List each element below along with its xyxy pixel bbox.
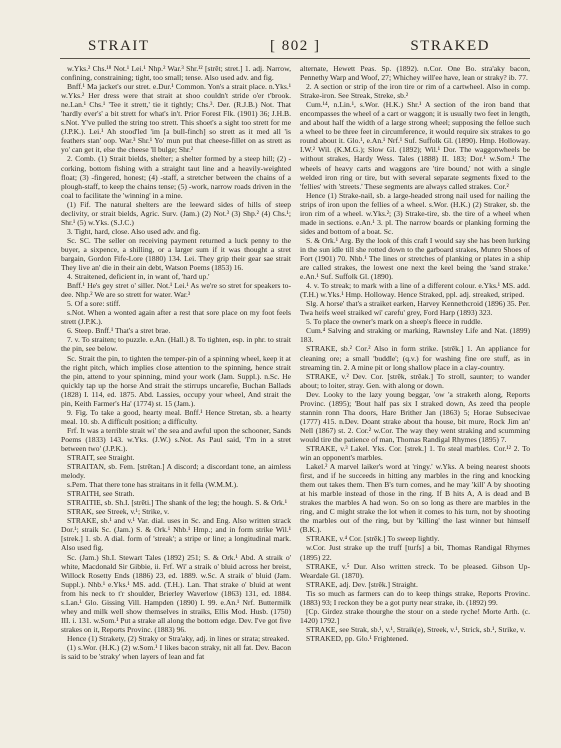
entry-paragraph: Hence (1) Strakety, (2) Straky or Stra'aky, adj. in lines or strata; streaked. — [67, 633, 290, 643]
entry-paragraph: (1) Fif. The natural shelters are the leeward sides of hills of steep declivity, or strait bields, Agric. Surv. (Jam.) (2) Not.³ (3) Shp.² (4) Chs.¹; Shr.¹ (5) w.Yks. (S.J.C.) — [61, 199, 291, 227]
entry-paragraph: Bnff.¹ Ma jacket's our stret. e.Dur.¹ Common. Yon's a strait place. n.Yks.¹ w.Yks.² Her dress were that strait at shoo couldn't stride o'er t'brook. ne.Lan.¹ Chs.¹ 'Tee it strett,' tie it tightly; Chs.³. Der. (R.J.B.) Not. That 'hardly ever's' a bit strett for what's in't. Prior Forest Flk. (1901) 36; J.H.B. s.Not. Y've pulled the string too strett. This shoet's a sight too strett for me (J.P.K.). Lei.¹ Ah stood'led 'im [a bull-finch] so strett as it med all 'is feathers stan' oop. War.³ Shr.¹ Yo' mun put that cheese-fillet on as strett as yo' can get it, else the cheese 'll bulge; Shr.² — [61, 82, 291, 155]
entry-paragraph: 4. Straitened, deficient in, in want of, 'hard up.' — [67, 272, 210, 282]
entry-paragraph: STRAKED, pp. Glo.¹ Frightened. — [306, 633, 409, 643]
entry-paragraph: 5. Of a sore: stiff. — [67, 299, 121, 309]
left-column — [61, 64, 291, 734]
entry-paragraph: STRAKE, sb.² Cor.² Also in form strike. [strēk.] 1. An appliance for cleaning ore; a small 'buddle'; (q.v.) for washing fine ore stuff, as in streaming tin. 2. A mine pit or long shallow place in a clay-country. — [300, 344, 530, 372]
running-header — [60, 38, 530, 59]
entry-paragraph: STRAITIE, sb. Sh.I. [strēti.] The shank of the leg; the hough. S. & Ork.¹ — [67, 498, 288, 508]
entry-paragraph: Frf. It was a terrible strait wi' the sea and awful upon the schooner, Sands Poems (1833) 143. w.Yks. (J.W.) s.Not. As Paul said, 'I'm in a stret between two' (J.P.K.). — [61, 425, 291, 453]
entry-paragraph: STRAITAN, sb. Fem. [strētən.] A discord; a discordant tone, an aimless melody. — [61, 462, 291, 481]
entry-paragraph: STRAKE, see Strak, sb.¹, v.¹, Straik(e), Streek, v.¹, Strick, sb.¹, Strike, v. — [306, 624, 526, 634]
entry-paragraph: 4. v. To streak; to mark with a line of a different colour. e.Yks.¹ MS. add. (T.H.) w.Yks.¹ Hmp. Holloway. Hence Straked, ppl. adj. streaked, striped. — [300, 281, 530, 300]
entry-paragraph: 7. v. To straiten; to puzzle. e.An. (Hall.) 8. To tighten, esp. in phr. to strait the pin, see below. — [61, 335, 291, 354]
entry-paragraph: STRAKE, sb.¹ and v.¹ Var. dial. uses in Sc. and Eng. Also written strack Dor.¹; straik Sc. (Jam.) S. & Ork.¹ Nhb.¹ Hmp.; and in form strike Wil.¹ [strek.] 1. sb. A dial. form of 'streak'; a stripe or line; a longitudinal mark. Also used fig. — [61, 516, 291, 553]
entry-paragraph: Slg. A horse' that's a straiket earken, Harvey Kennethcroid (1896) 35. Per. Twa heifs weel straiked wi' carefu' grey, Ford Harp (1893) 323. — [300, 299, 530, 318]
entry-paragraph: STRAKE, v.³ Lakel. Yks. Cor. [strek.] 1. To steal marbles. Cor.¹² 2. To win an opponent's marbles. — [300, 443, 530, 463]
entry-paragraph: alternate, Hewett Peas. Sp. (1892). n.Cor. One Bo. stra'aky bacon, Pennethy Warp and Woof, 27; Whichey will'ee have, lean or straky? ib. 77. — [300, 64, 530, 83]
entry-paragraph: Bnff.¹ He's gey stret o' siller. Not.¹ Lei.¹ As we're so stret for speakers to-dee. Nhp.² We are so strett for water. War.³ — [61, 281, 291, 300]
entry-paragraph: s.Not. When a wonted again after a rest that sore place on my foot feels strett (J.P.K.). — [61, 308, 291, 327]
entry-paragraph: STRAIT, see Straight. — [67, 453, 135, 463]
entry-paragraph: STRAKE, adj. Dev. [strēk.] Straight. — [306, 579, 418, 589]
entry-paragraph: 5. To place the owner's mark on a sheep's fleece in ruddle. — [306, 317, 483, 327]
entry-paragraph: Dev. Looky to the lazy young beggar, 'ow 'a straketh along, Reports Provinc. (1895); 'Bout half pas six I straked down, As zeed tha people stannin ronn Tha doors, Hare Brither Jan (1863) 5; Horae Subsecivae (1777) 415. n.Dev. Doant strake about tha house, bit mure, Rock Jim an' Nell (1867) st. 2. Cor.² w.Cor. The way they went straking and scumming would tire the patience of man, Thomas Randigal Rhymes (1895) 7. — [300, 389, 530, 444]
header-right-word: STRAKED — [410, 38, 490, 54]
entry-paragraph: w.Yks.² Chs.¹⁸ Not.¹ Lei.¹ Nhp.² War.³ Shr.¹² [strēt; stret.] 1. adj. Narrow, confining, constraining; tight, too small; tense. Also used adv. and fig. — [61, 64, 291, 83]
entry-paragraph: 2. Comb. (1) Strait bields, shelter; a shelter formed by a steep hill; (2) -corking, bottom fishing with a straight taut line and a heavily-weighted float; (3) -fingered, honest; (4) -staff, a stretcher between the chains of a plough-staff, to keep the chains tense; (5) -work, narrow roads driven in the coal to facilitate the 'winning' in a mine. — [61, 154, 291, 200]
entry-paragraph: Tis so much as farmers can do to keep things strake, Reports Provinc. (1883) 93; I reckon they be a got purty near strake, ib. (1892) 99. — [300, 588, 530, 607]
entry-paragraph: STRAKE, v.⁴ Cor. [strēk.] To sweep lightly. — [306, 534, 440, 544]
entry-paragraph: Cum.¹⁴, n.Lin.¹, s.Wor. (H.K.) Shr.¹ A section of the iron band that encompasses the wheel of a cart or waggon; it is usually two feet in length, and about half the width of a large strong wheel; supposing the felloe such a wheel to be three feet in circumference, it would require six strakes to go round about it. Glo.¹, e.An.¹ Nrf.¹ Suf. Suffolk Gl. (1890). Hmp. Holloway. I.W.² Wil. (K.M.G.); Slow Gl. (1892); Wil.¹ Dor. The waggonwheels be without strakes, Hardy Wess. Tales (1888) II. 183; Dor.¹ w.Som.¹ The wheels of heavy carts and waggons are 'tire bound,' not with a single welded iron ring or tire, but with several separate segments fixed to the 'fellies' with 'streets.' These segments are always called strakes. Cor.² — [300, 100, 530, 191]
entry-paragraph: 2. A section or strip of the iron tire or rim of a cartwheel. Also in comp. Strake-iron. See Streak, Streke, sb.² — [300, 82, 530, 101]
right-column — [300, 64, 530, 734]
entry-paragraph: STRAKE, v.⁵ Dur. Also written streck. To be pleased. Gibson Up-Weardale Gl. (1870). — [300, 561, 530, 580]
entry-paragraph: S. & Ork.¹ Arg. By the look of this craft I would say she has been lurking in the sun idle till she rotted down to the garboard strakes, Munro Shoes of Fort (1901) 70. Nhb.¹ The lines or stretches of planking or plates in a ship are called strakes, the lowest one next the keel being the 'sand strake.' e.An.¹ Suf. Suffolk Gl. (1890). — [300, 235, 530, 282]
entry-paragraph: s.Pem. That there tone has straitans in it fella (W.M.M.). — [67, 480, 239, 490]
entry-paragraph: 6. Steep. Bnff.¹ That's a stret brae. — [67, 326, 171, 336]
header-left-word: STRAIT — [88, 38, 150, 54]
entry-paragraph: [Cp. Girdez strake thourghe the stour on a stede ryche! Morte Arth. (c. 1420) 1792.] — [300, 606, 530, 625]
entry-paragraph: Cum.⁴ Salving and straking or marking, Rawnsley Life and Nat. (1899) 183. — [300, 326, 530, 345]
entry-paragraph: Sc. Strait the pin, to tighten the temper-pin of a spinning wheel, keep it at the right pitch, which implies close attention to the spinning, hence strait the pin, attend to your spinning, mind your work (Jam. Suppl.). n.Sc. He quickly tap up the horse And strait the stirrups uncarefie, Buchan Ballads (1828) I. 114, ed. 1875. Abd. Lassies, occupy your wheel, And strait the pin, Keith Farmer's Ha' (1774) st. 15 (Jam.). — [61, 353, 291, 408]
entry-paragraph: Sc. SC. The seller on receiving payment returned a luck penny to the buyer, a sixpence, a shilling, or a larger sum if it was thought a stret bargain, Gordon Fife-Lore (1880) 134. Lei. They grip their gear sae strait They live an' die in their ain debt, Watson Poems (1853) 16. — [61, 235, 291, 273]
entry-paragraph: (1) s.Wor. (H.K.) (2) w.Som.¹ I likes bacon straky, nit all fat. Dev. Bacon is said to be 'straky' when layers of lean and fat — [61, 643, 291, 662]
entry-paragraph: STRAKE, v.² Dev. Cor. [strēk, strēak.] To stroll, saunter; to wander about; to loiter, stray. Gen. with along or down. — [300, 371, 530, 390]
entry-paragraph: 9. Fig. To take a good, hearty meal. Bnff.¹ Hence Stretan, sb. a hearty meal. 10. sb. A difficult position; a difficulty. — [61, 407, 291, 426]
entry-paragraph: STRAITH, see Strath. — [67, 489, 135, 499]
page-number: [ 802 ] — [270, 38, 321, 54]
entry-paragraph: w.Cor. Just strake up the truff [turfs] a bit, Thomas Randigal Rhymes (1895) 22. — [300, 543, 530, 562]
entry-paragraph: STRAK, see Streek, v.¹; Strike, v. — [67, 507, 170, 517]
entry-paragraph: Lakel.² A marvel laiker's word at 'ringy.' w.Yks. A being nearest shoots first, and if he succeeds in hitting any marbles in the ring and knocking them out takes them. Then B's turn comes, and he may 'kill' A by shooting at his marble instead of those in the ring. If B hits A, A is dead and B strakes the marbles A had won. So on so long as there are marbles in the ring, and C might strake the lot when it comes to his turn, not by shooting the marbles out of the ring, but by 'killing' the last winner but himself (B.K.). — [300, 462, 530, 535]
entry-paragraph: Hence (1) Strake-nail, sb. a large-headed strong nail used for nailing the strips of iron upon the fellies of a wheel. s.Wor. (H.K.) (2) Straker, sb. the iron rim of a wheel. w.Yks.²; (3) Strake-tire, sb. the tire of a wheel when made in sections. e.An.¹ 3. pl. The narrow boards or planking forming the sides and bottom of a boat. Sc. — [300, 190, 530, 236]
entry-paragraph: 3. Tight, hard, close. Also used adv. and fig. — [67, 226, 201, 236]
entry-paragraph: Sc. (Jam.) Sh.I. Stewart Tales (1892) 251; S. & Ork.¹ Abd. A straik o' white, Macdonald Sir Gibbie, ii. Frf. Wi' a straik o' bluid across her breist, Willock Rosetty Ends (1886) 23, ed. 1889. w.Sc. A straik o' bluid (Jam. Suppl.). Nhb.¹ e.Yks.¹ MS. add. (T.H.). Lan. That strake o' bluid at went from his neck to t'r shoulder, Brierley Waverlow (1863) 131, ed. 1884. s.Lan.¹ Glo. Gissing Vill. Hampden (1890) I. 99. e.An.¹ Nrf. Buttermilk whey and milk well show themselves in straiks, Ellis Mod. Husb. (1750) III. i. 131. w.Som.¹ Put a strake all along the bottom edge. Dev. I've got five strakes on it, Reports Provinc. (1883) 96. — [61, 552, 291, 634]
